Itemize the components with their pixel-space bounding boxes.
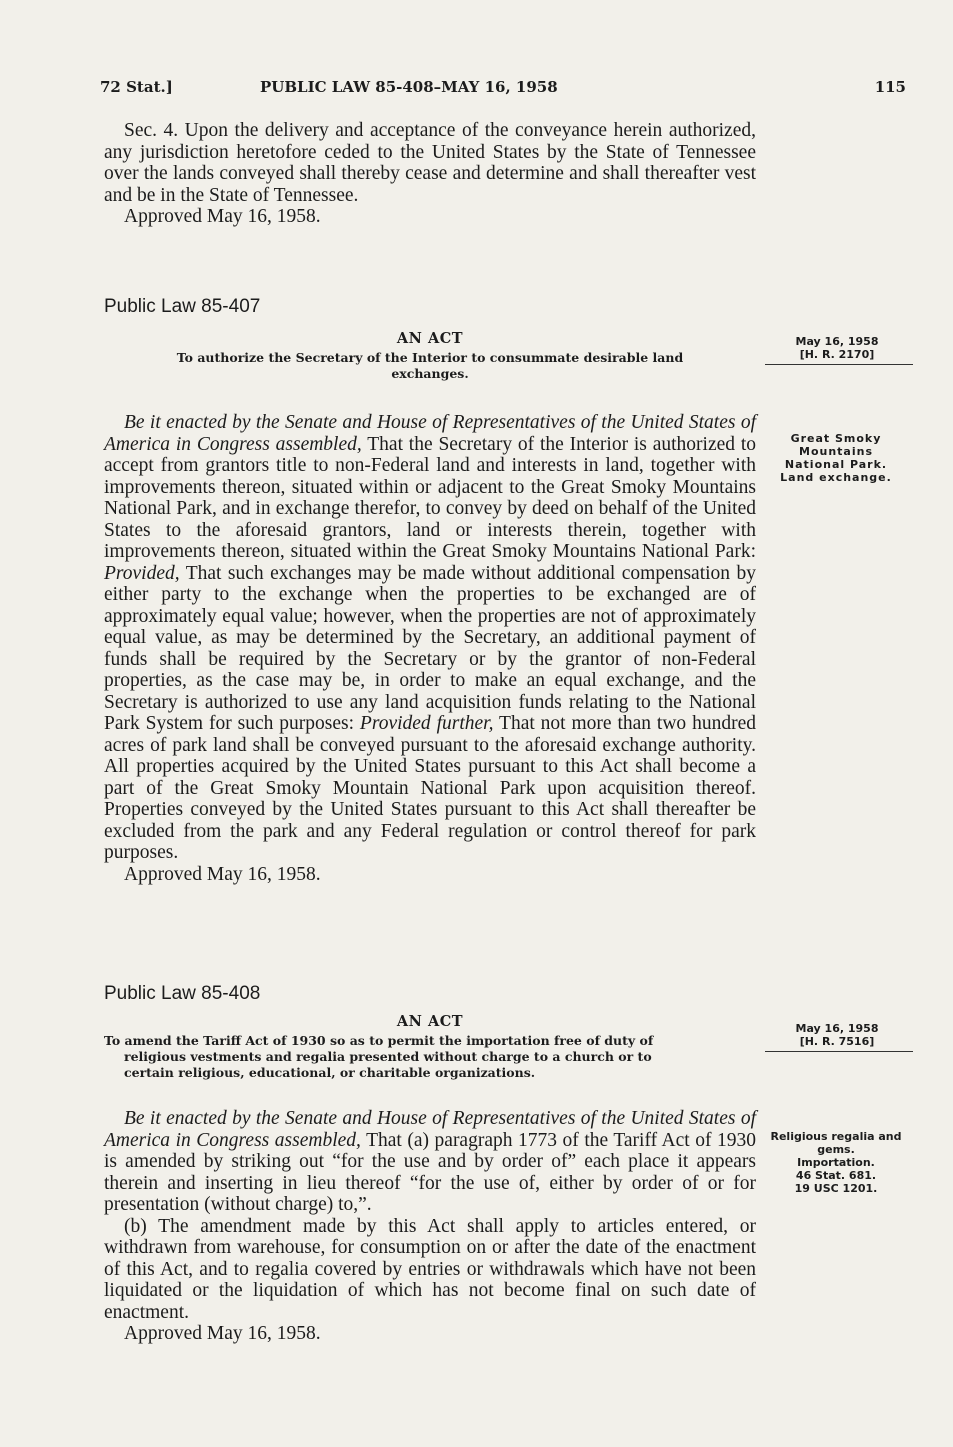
margin-date-block (782, 335, 892, 365)
margin-rule (765, 1051, 913, 1052)
margin-bill-number: [H. R. 2170] (799, 348, 875, 361)
law-85-407-body (104, 412, 756, 886)
margin-rule (765, 364, 913, 365)
body-part: That such exchanges may be made without additional compensation by either party to the exchange when the properties to be exchanged are of approximately equal value; however, when the properties are not of approximately equal value, as may be determined by the Secretary, an additional payment of funds shall be required by the Secretary or by the grantor of non-Federal properties, as the case may be, in order to make an equal exchange, and the Secretary is authorized to use any land acquisition funds relating to the National Park System for such purposes: (104, 562, 756, 734)
act-description (104, 1033, 756, 1081)
margin-note-land-exchange: Great Smoky Mountains National Park. Land exchange. (780, 432, 892, 484)
act-label: AN ACT (396, 330, 464, 347)
page-number: 115 (874, 78, 906, 96)
law-85-407-text (104, 412, 756, 864)
law-title-85-407: Public Law 85-407 (104, 296, 261, 317)
proviso: Provided further, (359, 713, 494, 734)
section-4-text: Sec. 4. Upon the delivery and acceptance of the conveyance herein authorized, any jurisdiction heretofore ceded to the United States by the State of Tennessee over the lands conveyed shall thereby cease and determine and shall thereafter vest and be in the State of Tennessee. (104, 120, 756, 206)
paragraph-b: (b) The amendment made by this Act shall apply to articles entered, or withdrawn from warehouse, for consumption on or after the date of the enactment of this Act, and to regalia covered by entries or withdrawals which have not been liquidated or the liquidation of which has not become final on such date of enactment. (104, 1215, 756, 1323)
law-85-408-body (104, 1108, 756, 1345)
running-title: PUBLIC LAW 85-408–MAY 16, 1958 (260, 78, 558, 96)
body-part: That not more than two hundred acres of park land shall be conveyed pursuant to the aforesaid exchange authority. All properties acquired by the United States pursuant to this Act shall become a part of the Great Smoky Mountain National Park upon acquisition thereof. Properties conveyed by the United States pursuant to this Act shall thereafter be excluded from the park and any Federal regulation or control thereof for park purposes. (104, 713, 756, 863)
approval-date: Approved May 16, 1958. (124, 206, 321, 227)
act-description-line: To amend the Tariff Act of 1930 so as to permit the importation free of duty of (104, 1033, 654, 1048)
margin-date: May 16, 1958 (795, 1022, 879, 1035)
enacting-clause: Be it enacted by the Senate and House of Representatives of the United States of America in Congress assembled, (104, 1108, 756, 1151)
law-title-85-408: Public Law 85-408 (104, 983, 261, 1004)
enacting-clause: Be it enacted by the Senate and House of Representatives of the United States of America in Congress assembled, (104, 412, 756, 455)
act-label: AN ACT (396, 1013, 464, 1030)
approval-date: Approved May 16, 1958. (124, 863, 321, 885)
act-description-line: religious vestments and regalia presented without charge to a church or to (124, 1049, 652, 1064)
margin-bill-number: [H. R. 7516] (799, 1035, 875, 1048)
act-description-line: certain religious, educational, or charitable organizations. (124, 1065, 536, 1080)
margin-note-line: 19 USC 1201. (794, 1182, 878, 1195)
body-part: That the Secretary of the Interior is authorized to accept from grantors title to non-Federal land and interests in land, together with improvements thereon, situated within or adjacent to the Great Smoky Mountains National Park, and in exchange therefor, to convey by deed on behalf of the United States to the aforesaid grantors, land or interests therein, together with improvements thereon, situated within the Great Smoky Mountains National Park: (104, 433, 757, 562)
page-header (100, 78, 906, 100)
margin-note-religious-regalia (768, 1130, 904, 1195)
act-description (104, 350, 756, 382)
proviso: Provided, (104, 562, 180, 584)
section-4 (104, 120, 756, 228)
margin-note-line: Religious regalia and gems. (770, 1130, 902, 1156)
act-description-line: To authorize the Secretary of the Interior to consummate desirable land (176, 350, 684, 365)
paragraph-a (104, 1108, 756, 1216)
volume-reference: 72 Stat.] (100, 78, 173, 96)
body-part: That (a) paragraph 1773 of the Tariff Act of 1930 is amended by striking out “for the use and by order of” each place it appears therein and inserting in lieu thereof “for the use of, either by order of or for presentation (without charge) to,”. (104, 1129, 757, 1215)
act-description-line: exchanges. (391, 366, 469, 381)
margin-note-line: 46 Stat. 681. (795, 1169, 877, 1182)
margin-date-block (782, 1022, 892, 1052)
margin-date: May 16, 1958 (795, 335, 879, 348)
margin-note-line: Importation. (797, 1156, 875, 1169)
approval-date: Approved May 16, 1958. (124, 1323, 321, 1344)
